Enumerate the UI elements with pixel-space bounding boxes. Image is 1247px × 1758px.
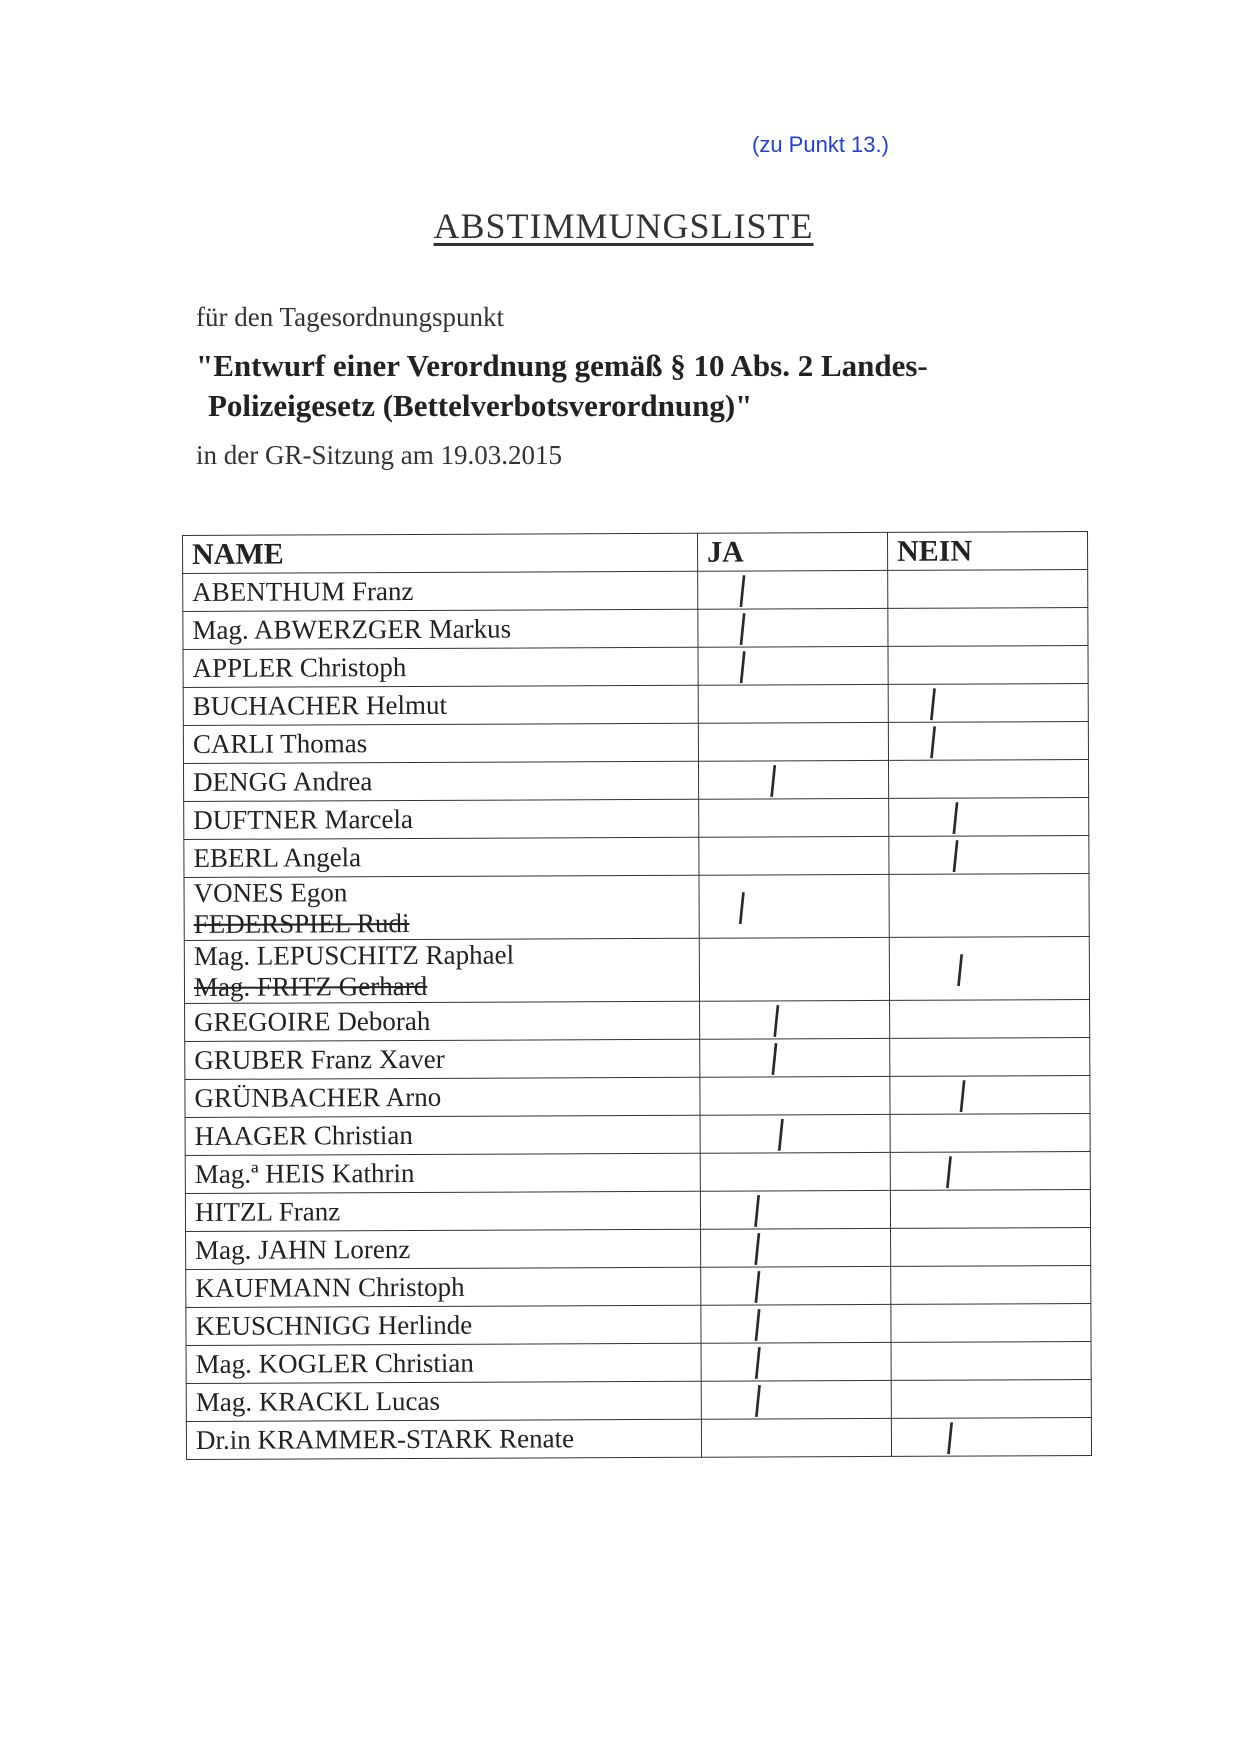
tally-mark-ja: |	[750, 1189, 765, 1228]
vote-ja-cell	[698, 646, 888, 685]
vote-ja-cell	[701, 1304, 891, 1343]
member-name-cell	[185, 1153, 700, 1193]
vote-nein-cell	[888, 646, 1088, 685]
table-header-row	[183, 532, 1088, 574]
table-row	[185, 1114, 1090, 1156]
member-name-cell	[185, 1077, 700, 1117]
member-name-cell	[184, 837, 699, 877]
table-row	[184, 798, 1089, 840]
member-name-cell	[184, 938, 699, 1003]
tally-mark-ja: |	[735, 569, 750, 609]
member-name: ABENTHUM Franz	[192, 575, 414, 607]
vote-ja-cell	[701, 1380, 891, 1419]
tally-mark-ja: |	[750, 1341, 766, 1380]
member-name-cell	[185, 1039, 700, 1079]
member-name-cell	[183, 571, 698, 611]
tally-mark-ja: |	[750, 1379, 766, 1418]
member-name: DENGG Andrea	[193, 766, 373, 797]
member-name-cell	[186, 1381, 701, 1421]
table-row	[186, 1266, 1091, 1308]
member-name: Mag. KRACKL Lucas	[195, 1385, 441, 1417]
vote-ja-cell	[699, 937, 889, 1001]
vote-nein-cell	[889, 836, 1089, 875]
table-row	[185, 1190, 1090, 1232]
tally-mark-nein: |	[926, 720, 941, 760]
vote-ja-cell	[700, 1114, 890, 1153]
vote-nein-cell	[888, 722, 1088, 761]
vote-nein-cell	[888, 684, 1088, 723]
member-name: HITZL Franz	[194, 1196, 341, 1227]
agenda-topic-line-1: "Entwurf einer Verordnung gemäß § 10 Abs. 2 Landes-	[196, 348, 928, 383]
agenda-topic-line-2: Polizeigesetz (Bettelverbotsverordnung)"	[208, 388, 753, 423]
tally-mark-nein: |	[948, 796, 963, 836]
vote-nein-cell	[890, 1000, 1090, 1039]
member-name-cell	[186, 1419, 701, 1459]
vote-nein-cell	[890, 1114, 1090, 1153]
struck-member-name: FEDERSPIEL Rudi	[193, 908, 410, 939]
vote-nein-cell	[888, 608, 1088, 647]
voting-table	[182, 531, 1092, 1460]
vote-ja-cell	[700, 1152, 890, 1191]
table-row	[183, 760, 1088, 802]
tally-mark-nein: |	[955, 1074, 971, 1114]
intro-text: für den Tagesordnungspunkt	[196, 302, 505, 332]
member-name: GRÜNBACHER Arno	[194, 1081, 442, 1113]
member-name: Dr.in KRAMMER-STARK Renate	[195, 1423, 575, 1455]
member-name: APPLER Christoph	[192, 652, 407, 683]
member-name: EBERL Angela	[193, 842, 362, 873]
header-name: NAME	[183, 533, 698, 573]
member-name-cell	[185, 1115, 700, 1155]
table-row	[186, 1418, 1091, 1460]
vote-ja-cell	[699, 798, 889, 837]
tally-mark-ja: |	[750, 1227, 765, 1266]
table-row	[185, 1038, 1090, 1080]
tally-mark-ja: |	[773, 1112, 789, 1152]
vote-ja-cell	[700, 1038, 890, 1077]
member-name: Mag. JAHN Lorenz	[195, 1234, 411, 1265]
table-row	[185, 1076, 1090, 1118]
member-name-cell	[186, 1267, 701, 1307]
vote-nein-cell	[890, 1152, 1090, 1191]
tally-mark-nein: |	[948, 834, 964, 874]
member-name-cell	[186, 1229, 701, 1269]
table-row	[183, 608, 1088, 650]
vote-nein-cell	[888, 760, 1088, 799]
table-row	[186, 1228, 1091, 1270]
member-name: GRUBER Franz Xaver	[194, 1043, 445, 1075]
vote-ja-cell	[701, 1228, 891, 1267]
tally-mark-ja: |	[735, 607, 751, 647]
table-row	[183, 646, 1088, 688]
agenda-reference: (zu Punkt 13.)	[752, 132, 889, 157]
table-row	[185, 1000, 1090, 1042]
table-row	[183, 722, 1088, 764]
vote-nein-cell	[891, 1228, 1091, 1267]
vote-nein-cell	[891, 1342, 1091, 1381]
table-row	[184, 836, 1089, 878]
session-date: in der GR-Sitzung am 19.03.2015	[196, 440, 562, 470]
member-name: CARLI Thomas	[192, 728, 368, 759]
vote-ja-cell	[698, 722, 888, 761]
vote-nein-cell	[889, 937, 1089, 1001]
member-name-cell	[184, 875, 699, 940]
table-row	[186, 1304, 1091, 1346]
member-name: DUFTNER Marcela	[193, 803, 414, 835]
vote-nein-cell	[890, 1038, 1090, 1077]
member-name: Mag. KOGLER Christian	[195, 1347, 474, 1379]
member-name-cell	[185, 1001, 700, 1041]
tally-mark-nein: |	[941, 1150, 957, 1190]
vote-nein-cell	[888, 570, 1088, 609]
vote-ja-cell	[698, 570, 888, 609]
member-name: GREGOIRE Deborah	[194, 1005, 431, 1037]
member-name-cell	[183, 761, 698, 801]
member-name: BUCHACHER Helmut	[192, 689, 448, 721]
member-name-cell	[183, 723, 698, 763]
member-name-cell	[183, 647, 698, 687]
header-ja: JA	[697, 532, 887, 571]
member-name-cell	[183, 685, 698, 725]
vote-ja-cell	[698, 760, 888, 799]
vote-nein-cell	[890, 1076, 1090, 1115]
document-title-wrap	[0, 205, 1247, 247]
table-row	[184, 937, 1089, 1004]
tally-mark-ja: |	[735, 645, 751, 685]
vote-nein-cell	[891, 1380, 1091, 1419]
vote-ja-cell	[698, 684, 888, 723]
vote-nein-cell	[889, 798, 1089, 837]
vote-ja-cell	[700, 1076, 890, 1115]
member-name: HAAGER Christian	[194, 1119, 413, 1151]
vote-ja-cell	[700, 1000, 890, 1039]
tally-mark-nein: |	[953, 947, 968, 987]
tally-mark-nein: |	[925, 682, 941, 722]
vote-ja-cell	[701, 1266, 891, 1305]
member-name: KEUSCHNIGG Herlinde	[195, 1309, 473, 1341]
tally-mark-ja: |	[766, 758, 781, 798]
agenda-topic	[196, 346, 928, 426]
vote-ja-cell	[698, 608, 888, 647]
vote-ja-cell	[700, 1190, 890, 1229]
tally-mark-nein: |	[943, 1416, 958, 1456]
table-body	[183, 570, 1092, 1460]
member-name: VONES Egon	[193, 877, 348, 908]
vote-nein-cell	[889, 874, 1089, 938]
member-name-cell	[183, 609, 698, 649]
table-row	[186, 1342, 1091, 1384]
member-name: Mag.ª HEIS Kathrin	[194, 1157, 415, 1189]
tally-mark-ja: |	[734, 885, 750, 925]
table-row	[185, 1152, 1090, 1194]
tally-mark-ja: |	[750, 1265, 765, 1304]
member-name: Mag. LEPUSCHITZ Raphael	[193, 939, 515, 971]
document-title: ABSTIMMUNGSLISTE	[433, 206, 814, 246]
struck-member-name: Mag. FRITZ Gerhard	[193, 970, 428, 1002]
member-name-cell	[186, 1343, 701, 1383]
member-name: Mag. ABWERZGER Markus	[192, 613, 512, 645]
member-name: KAUFMANN Christoph	[195, 1271, 465, 1303]
tally-mark-ja: |	[767, 1036, 782, 1076]
table-row	[186, 1380, 1091, 1422]
tally-mark-ja: |	[769, 998, 784, 1038]
table-row	[183, 570, 1088, 612]
member-name-cell	[184, 799, 699, 839]
table-row	[183, 684, 1088, 726]
vote-nein-cell	[891, 1266, 1091, 1305]
member-name-cell	[186, 1305, 701, 1345]
vote-nein-cell	[890, 1190, 1090, 1229]
tally-mark-ja: |	[750, 1303, 766, 1342]
vote-ja-cell	[701, 1342, 891, 1381]
vote-nein-cell	[891, 1418, 1091, 1457]
vote-nein-cell	[891, 1304, 1091, 1343]
member-name-cell	[185, 1191, 700, 1231]
vote-ja-cell	[701, 1418, 891, 1457]
table-row	[184, 874, 1089, 941]
vote-ja-cell	[699, 874, 889, 938]
header-nein: NEIN	[887, 532, 1087, 571]
vote-ja-cell	[699, 836, 889, 875]
